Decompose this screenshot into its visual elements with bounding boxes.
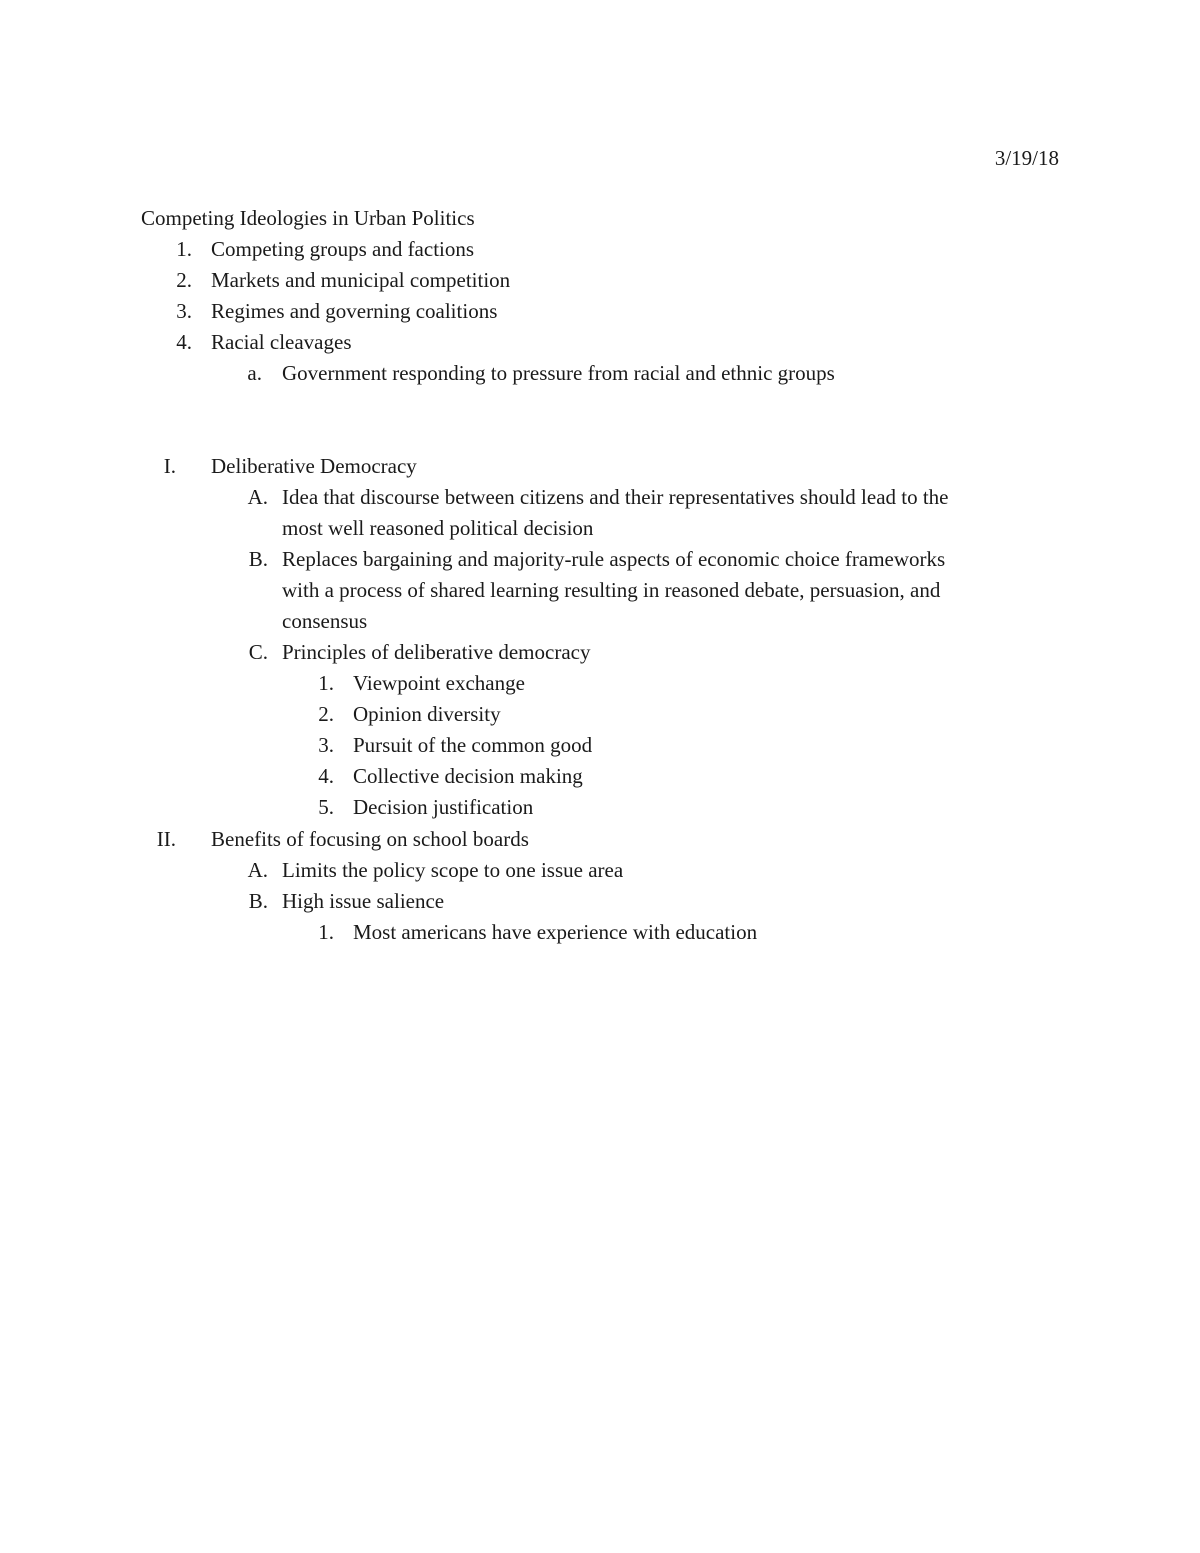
outline-item-text: High issue salience bbox=[282, 889, 445, 913]
list-marker: 2. bbox=[318, 702, 334, 726]
list-item-text: Opinion diversity bbox=[353, 702, 501, 726]
letter-marker: C. bbox=[248, 640, 268, 664]
outline-item-text: most well reasoned political decision bbox=[282, 516, 594, 540]
list-item-text: Most americans have experience with education bbox=[353, 920, 758, 944]
list-marker: a. bbox=[247, 361, 262, 385]
outline-item-text: Idea that discourse between citizens and their representatives should lead to the bbox=[282, 485, 949, 509]
section-title: Competing Ideologies in Urban Politics bbox=[141, 206, 475, 230]
roman-marker: I. bbox=[163, 454, 176, 478]
list-item-text: Collective decision making bbox=[353, 764, 583, 788]
list-item-text: Pursuit of the common good bbox=[353, 733, 593, 757]
list-marker: 3. bbox=[318, 733, 334, 757]
list-marker: 4. bbox=[318, 764, 334, 788]
list-marker: 4. bbox=[176, 330, 192, 354]
list-marker: 5. bbox=[318, 795, 334, 819]
roman-marker: II. bbox=[156, 827, 176, 851]
document-date: 3/19/18 bbox=[994, 146, 1059, 170]
list-item-text: Racial cleavages bbox=[211, 330, 352, 354]
letter-marker: B. bbox=[248, 889, 268, 913]
outline-item-text: consensus bbox=[282, 609, 368, 633]
list-marker: 2. bbox=[176, 268, 192, 292]
list-item-text: Government responding to pressure from racial and ethnic groups bbox=[282, 361, 835, 385]
letter-marker: B. bbox=[248, 547, 268, 571]
list-item-text: Viewpoint exchange bbox=[353, 671, 525, 695]
list-item-text: Regimes and governing coalitions bbox=[211, 299, 498, 323]
list-marker: 1. bbox=[176, 237, 192, 261]
list-marker: 3. bbox=[176, 299, 192, 323]
letter-marker: A. bbox=[247, 858, 268, 882]
list-marker: 1. bbox=[318, 671, 334, 695]
list-item-text: Markets and municipal competition bbox=[211, 268, 511, 292]
list-item-text: Decision justification bbox=[353, 795, 534, 819]
outline-item-text: Benefits of focusing on school boards bbox=[211, 827, 529, 851]
list-marker: 1. bbox=[318, 920, 334, 944]
outline-item-text: Replaces bargaining and majority-rule aspects of economic choice frameworks bbox=[282, 547, 946, 571]
list-item-text: Competing groups and factions bbox=[211, 237, 475, 261]
letter-marker: A. bbox=[247, 485, 268, 509]
outline-item-text: Deliberative Democracy bbox=[211, 454, 417, 478]
outline-item-text: Limits the policy scope to one issue area bbox=[282, 858, 624, 882]
outline-item-text: Principles of deliberative democracy bbox=[282, 640, 591, 664]
outline-item-text: with a process of shared learning resulting in reasoned debate, persuasion, and bbox=[282, 578, 941, 602]
